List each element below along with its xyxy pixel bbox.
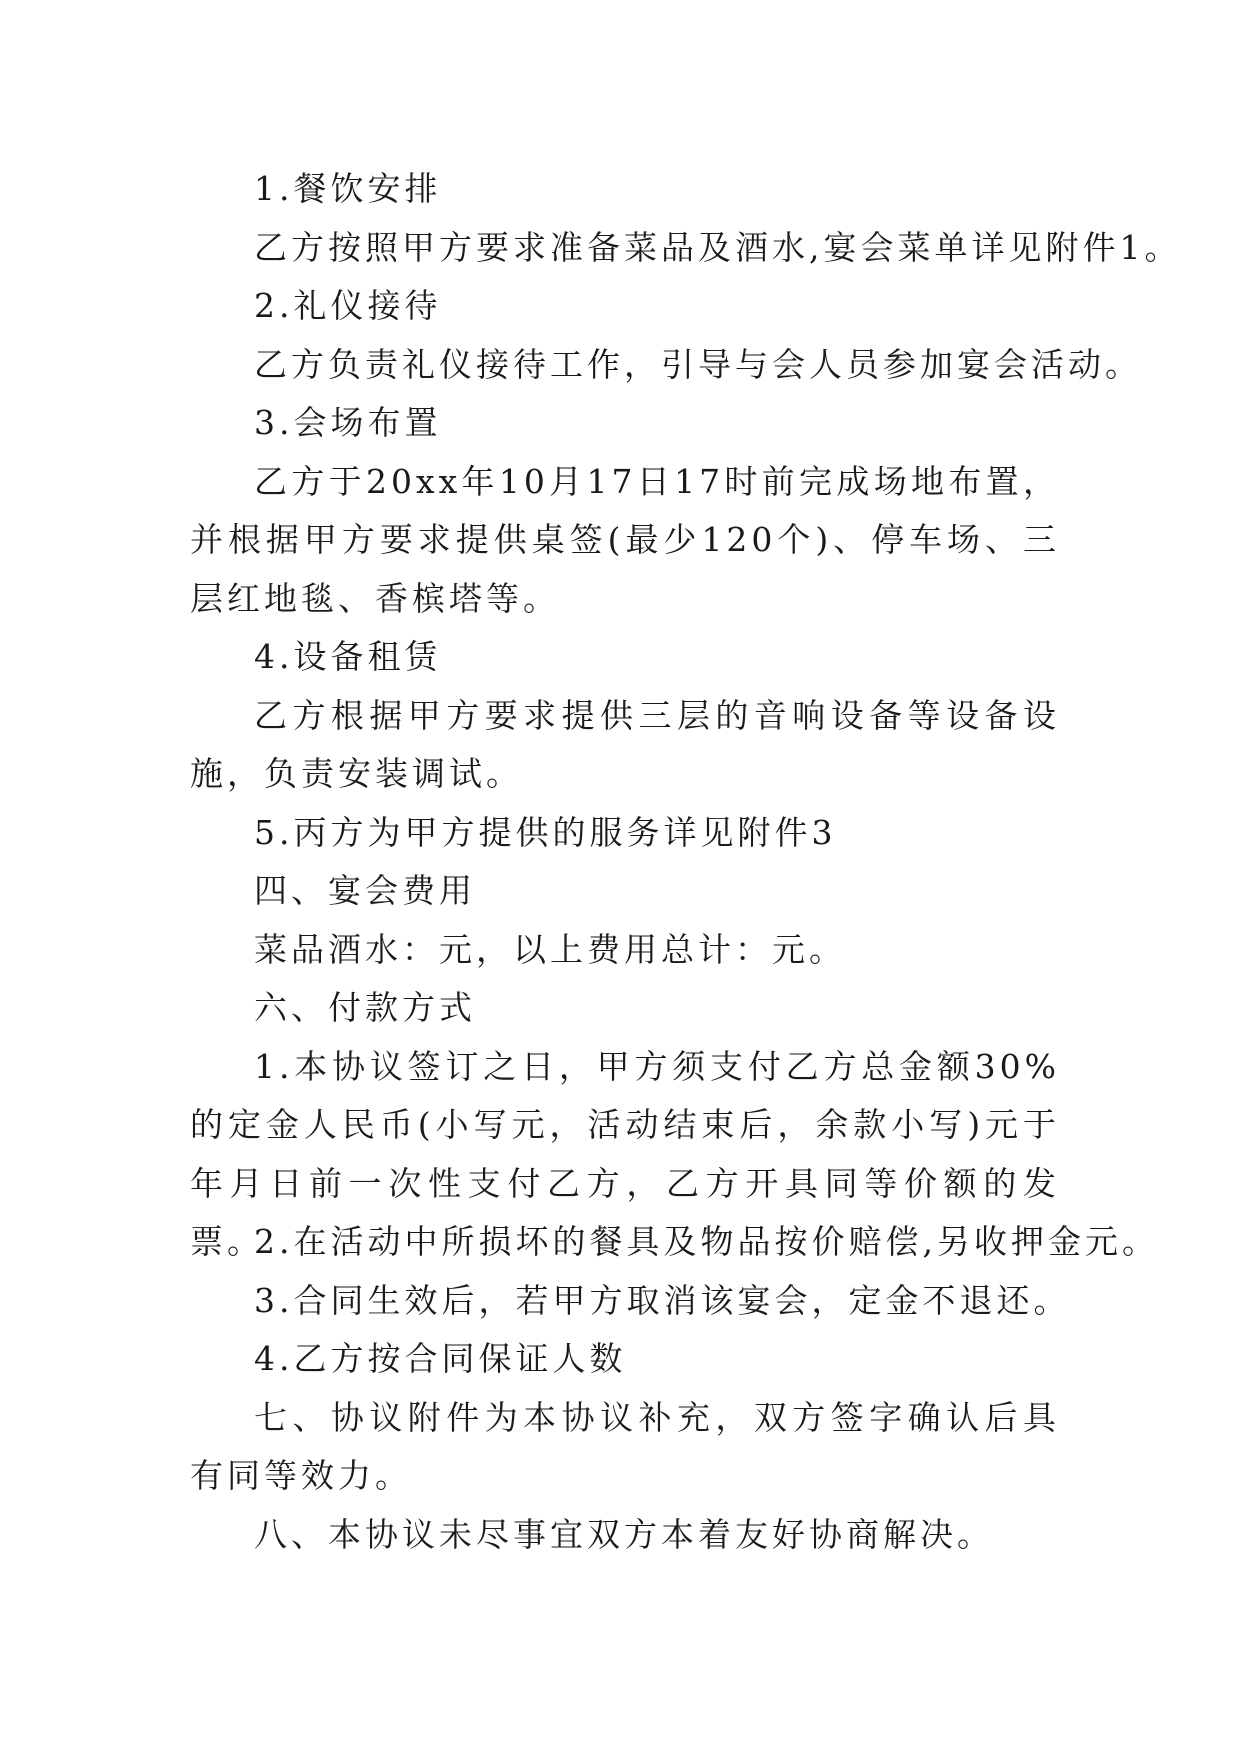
section-heading-fees: 四、宴会费用 [254,871,476,910]
paragraph-payment-2: 2.在活动中所损坏的餐具及物品按价赔偿,另收押金元。 [254,1222,1159,1261]
paragraph-catering: 乙方按照甲方要求准备菜品及酒水,宴会菜单详见附件1。 [254,227,1182,267]
paragraph-payment-4: 4.乙方按合同保证人数 [254,1339,627,1378]
section-heading-reception: 2.礼仪接待 [254,286,442,325]
section-heading-payment: 六、付款方式 [254,988,476,1027]
paragraph-fees: 菜品酒水：元，以上费用总计：元。 [254,929,846,969]
paragraph-unresolved-matters: 八、本协议未尽事宜双方本着友好协商解决。 [254,1514,994,1554]
section-heading-catering: 1.餐饮安排 [254,169,442,208]
section-heading-equipment: 4.设备租赁 [254,637,442,676]
paragraph-venue: 乙方于20xx年10月17日17时前完成场地布置，并根据甲方要求提供桌签(最少120个)、停车场、三层红地毯、香槟塔等。 [190,461,1060,618]
paragraph-attachments: 七、协议附件为本协议补充，双方签字确认后具有同等效力。 [190,1397,1060,1495]
paragraph-services: 5.丙方为甲方提供的服务详见附件3 [254,812,837,852]
paragraph-reception: 乙方负责礼仪接待工作，引导与会人员参加宴会活动。 [254,344,1142,384]
paragraph-equipment: 乙方根据甲方要求提供三层的音响设备等设备设施，负责安装调试。 [190,695,1060,793]
paragraph-payment-3: 3.合同生效后，若甲方取消该宴会，定金不退还。 [254,1280,1071,1320]
document-body [190,160,1182,1564]
paragraph-payment-1: 1.本协议签订之日，甲方须支付乙方总金额30%的定金人民币(小写元，活动结束后，余款小写)元于年月日前一次性支付乙方，乙方开具同等价额的发票。 [190,1046,1060,1261]
section-heading-venue: 3.会场布置 [254,403,442,442]
